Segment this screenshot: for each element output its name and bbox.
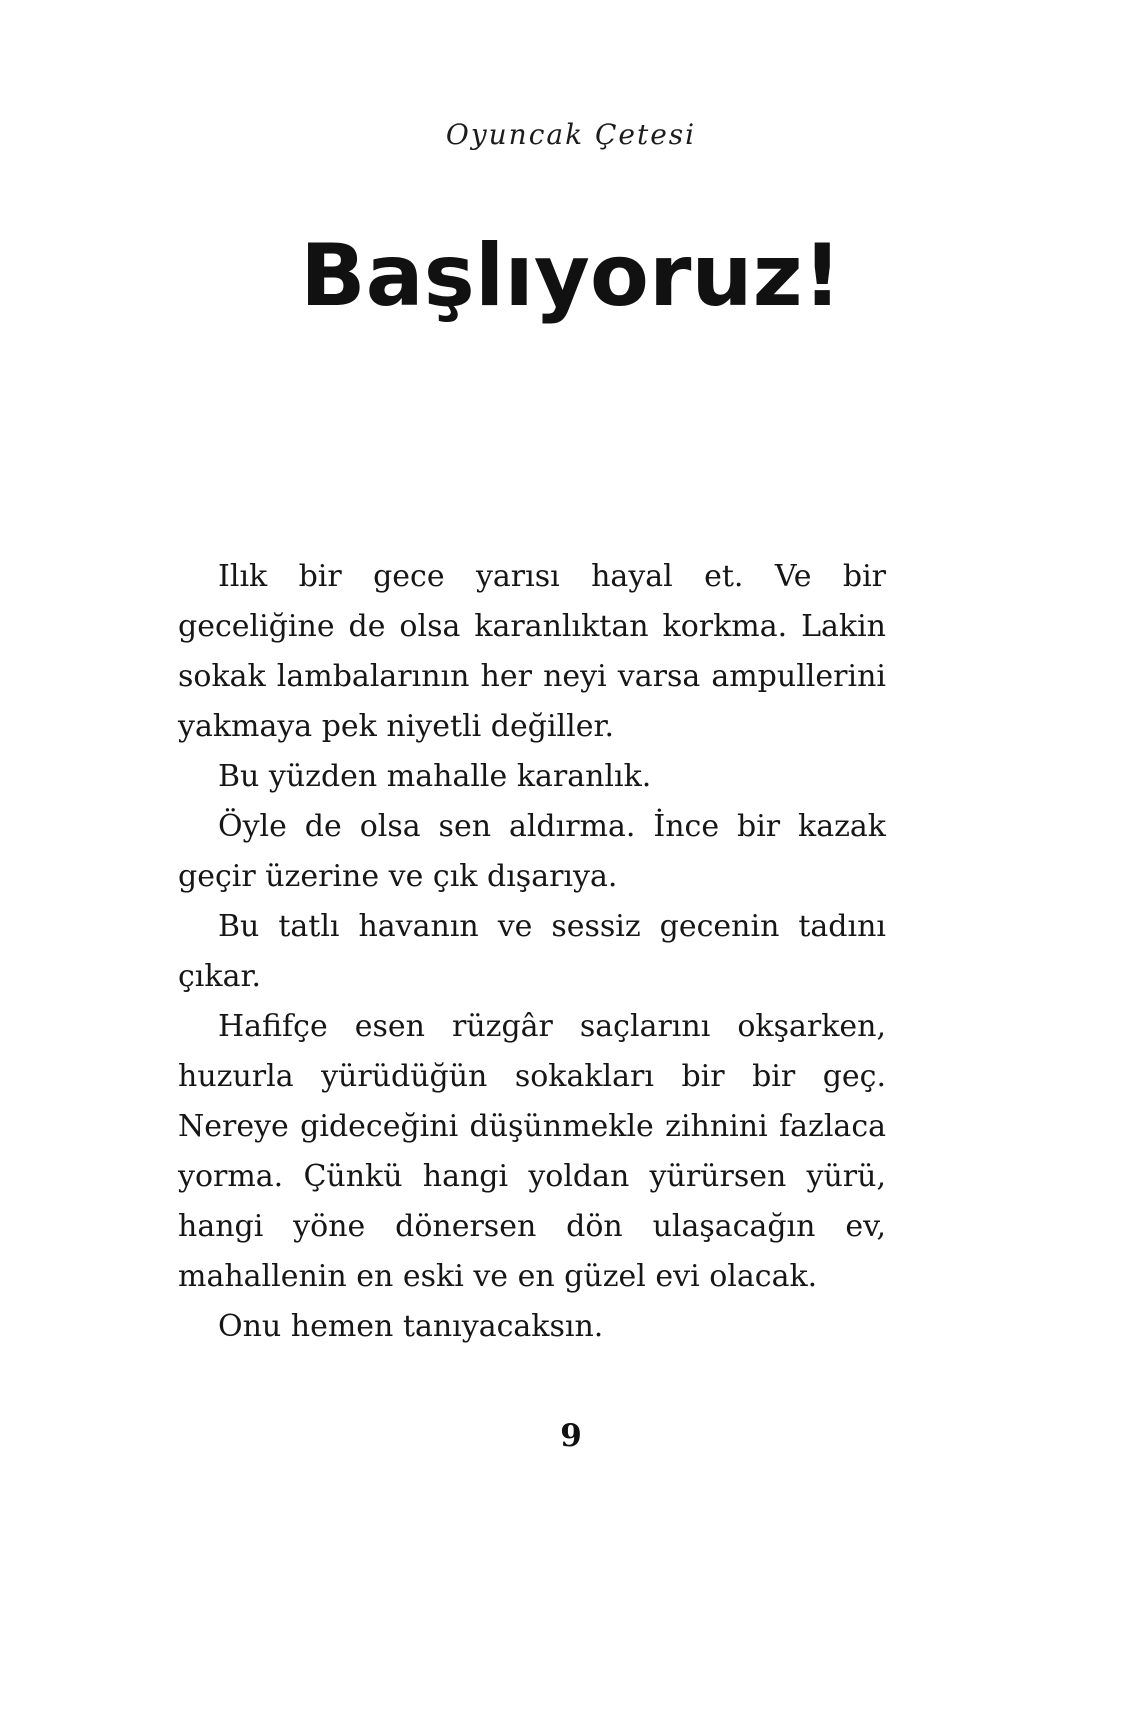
paragraph: Ilık bir gece yarısı hayal et. Ve bir geceliğine de olsa karanlıktan korkma. Lakin sokak lambalarının her neyi varsa ampullerini yakmaya pek niyetli değiller. <box>178 559 886 744</box>
paragraph: Bu tatlı havanın ve sessiz gecenin tadını çıkar. <box>178 909 886 994</box>
paragraph: Bu yüzden mahalle karanlık. <box>218 759 652 794</box>
paragraph: Onu hemen tanıyacaksın. <box>218 1309 604 1344</box>
body-text <box>178 552 886 1352</box>
chapter-title: Başlıyoruz! <box>300 226 842 326</box>
running-header: Oyuncak Çetesi <box>445 118 697 151</box>
paragraph: Hafifçe esen rüzgâr saçlarını okşarken, huzurla yürüdüğün sokakları bir bir geç. Nereye gideceğini düşünmekle zihnini fazlaca yorma. Çünkü hangi yoldan yürürsen yürü, hangi yöne dönersen dön ulaşacağın ev, mahallenin en eski ve en güzel evi olacak. <box>178 1009 886 1294</box>
paragraph: Öyle de olsa sen aldırma. İnce bir kazak geçir üzerine ve çık dışarıya. <box>178 809 886 894</box>
page-number: 9 <box>560 1418 582 1454</box>
